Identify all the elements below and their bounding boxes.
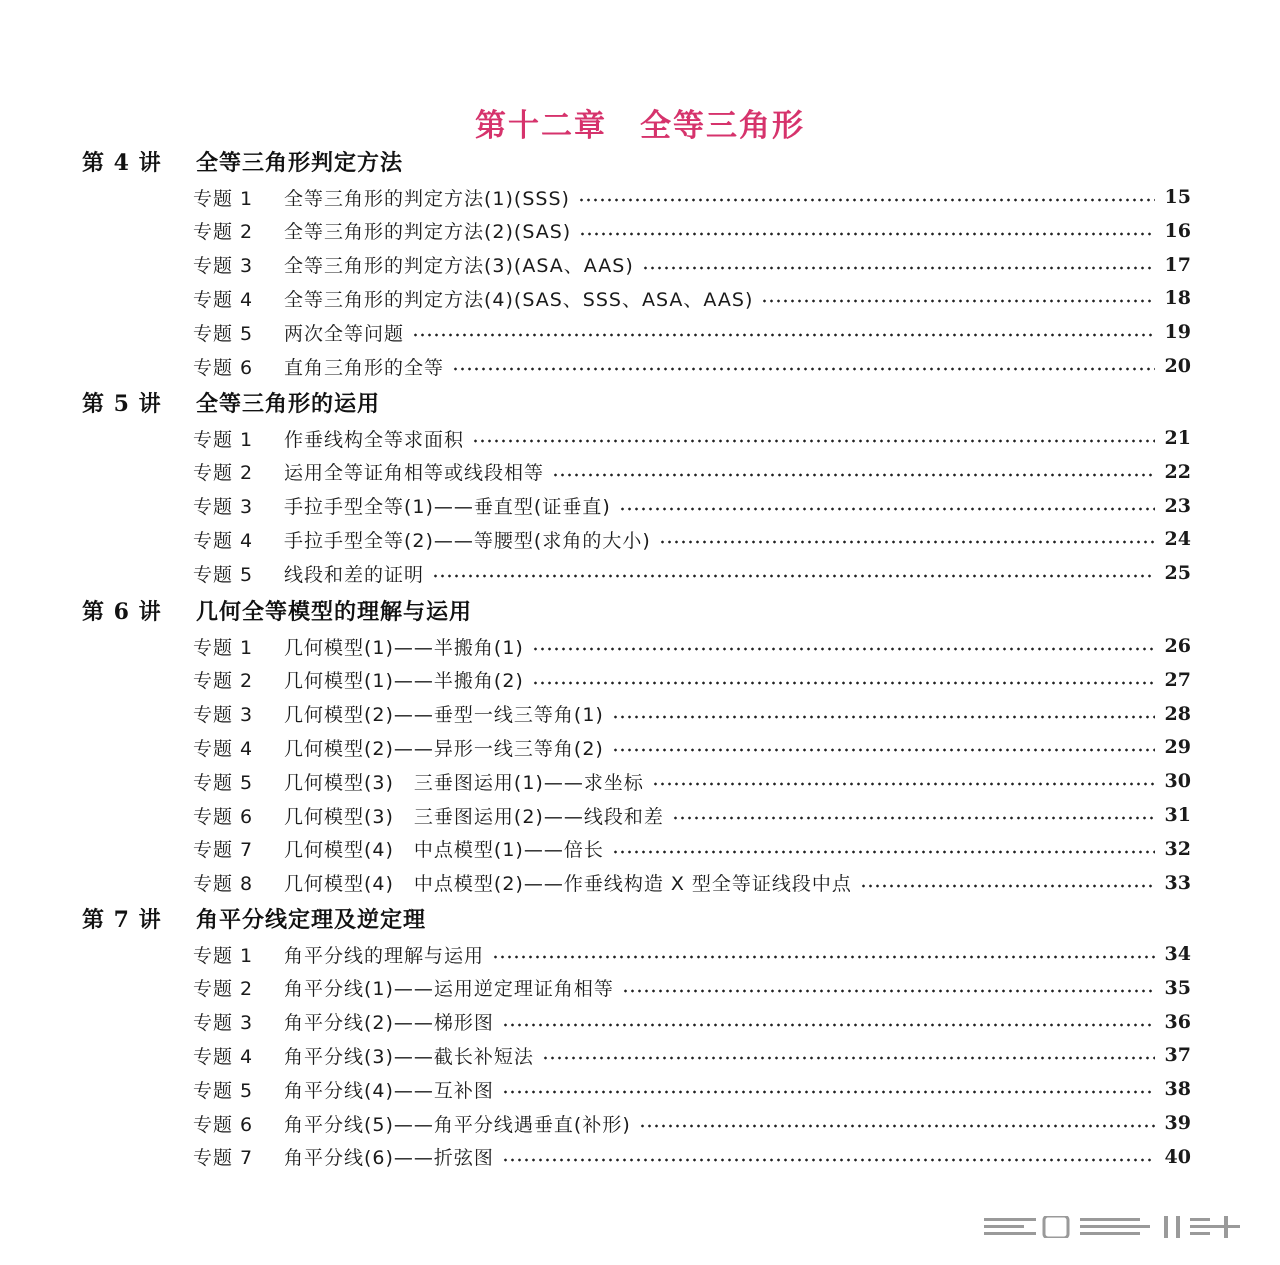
lecture-number: 第 6 讲 (82, 598, 162, 625)
toc-entry[interactable] (193, 701, 1191, 727)
topic-number: 专题 4 (193, 737, 254, 760)
topic-title: 手拉手型全等(1)——垂直型(证垂直) (284, 496, 611, 519)
page-number: 15 (1164, 186, 1191, 208)
page-number: 16 (1164, 219, 1191, 242)
dot-leader (502, 1090, 1155, 1094)
topic-number: 专题 5 (193, 771, 254, 794)
dot-leader (492, 955, 1155, 959)
toc-entry[interactable] (193, 1076, 1191, 1102)
dot-leader (622, 989, 1155, 993)
topic-number: 专题 4 (193, 1045, 254, 1068)
chapter-title: 第十二章 全等三角形 (475, 108, 805, 144)
dot-leader (552, 473, 1155, 477)
topic-title: 全等三角形的判定方法(3)(ASA、AAS) (284, 255, 634, 278)
toc-entry[interactable] (193, 941, 1191, 967)
dot-leader (432, 574, 1155, 578)
topic-title: 角平分线(5)——角平分线遇垂直(补形) (284, 1113, 631, 1136)
toc-entry[interactable] (193, 184, 1191, 210)
page-number: 21 (1164, 427, 1191, 449)
toc-entry[interactable] (193, 1042, 1191, 1068)
topic-title: 几何模型(3) 三垂图运用(2)——线段和差 (284, 805, 664, 828)
topic-title: 直角三角形的全等 (284, 356, 445, 379)
toc-entry[interactable] (193, 560, 1191, 586)
topic-title: 线段和差的证明 (284, 563, 425, 586)
lecture-number: 第 4 讲 (82, 149, 162, 176)
topic-number: 专题 4 (193, 288, 254, 311)
topic-number: 专题 3 (193, 704, 254, 727)
page-number: 30 (1164, 770, 1191, 793)
toc-entry[interactable] (193, 734, 1191, 760)
dot-leader (652, 782, 1155, 786)
lecture-title: 全等三角形判定方法 (196, 149, 404, 176)
topic-title: 角平分线(1)——运用逆定理证角相等 (284, 978, 614, 1001)
topic-number: 专题 2 (193, 978, 254, 1001)
topic-title: 几何模型(1)——半搬角(1) (284, 636, 524, 659)
toc-entry[interactable] (193, 526, 1191, 552)
toc-entry[interactable] (193, 802, 1191, 828)
topic-title: 几何模型(2)——异形一线三等角(2) (284, 737, 604, 760)
topic-title: 几何模型(4) 中点模型(1)——倍长 (284, 839, 604, 862)
page-number: 18 (1164, 287, 1191, 310)
toc-entry[interactable] (193, 975, 1191, 1001)
dot-leader (639, 1124, 1155, 1128)
topic-number: 专题 1 (193, 428, 254, 451)
page-number: 25 (1164, 562, 1191, 585)
topic-number: 专题 6 (193, 356, 254, 379)
topic-number: 专题 7 (193, 839, 254, 862)
dot-leader (542, 1056, 1155, 1060)
page-number: 23 (1164, 494, 1191, 517)
topic-number: 专题 3 (193, 496, 254, 519)
toc-entry[interactable] (193, 836, 1191, 862)
dot-leader (412, 333, 1155, 337)
dot-leader (579, 232, 1154, 236)
topic-title: 全等三角形的判定方法(4)(SAS、SSS、ASA、AAS) (284, 288, 754, 311)
dot-leader (659, 540, 1155, 544)
topic-number: 专题 6 (193, 805, 254, 828)
page-number: 38 (1164, 1078, 1191, 1101)
dot-leader (578, 198, 1155, 202)
topic-number: 专题 6 (193, 1113, 254, 1136)
page-number: 34 (1164, 943, 1191, 965)
toc-entry[interactable] (193, 285, 1191, 311)
page-number: 31 (1164, 804, 1191, 826)
page-number: 36 (1164, 1010, 1191, 1033)
dot-leader (502, 1158, 1155, 1162)
lecture-number: 第 7 讲 (82, 906, 162, 933)
dot-leader (472, 439, 1155, 443)
dot-leader (502, 1023, 1155, 1027)
page-number: 19 (1164, 321, 1191, 344)
page-number: 26 (1164, 635, 1191, 657)
page-number: 33 (1164, 871, 1191, 894)
watermark-logo-icon (984, 1216, 1254, 1238)
toc-entry[interactable] (193, 768, 1191, 794)
page-number: 27 (1164, 668, 1191, 691)
topic-title: 角平分线的理解与运用 (284, 944, 485, 967)
topic-title: 几何模型(2)——垂型一线三等角(1) (284, 704, 604, 727)
topic-title: 作垂线构全等求面积 (284, 428, 465, 451)
toc-entry[interactable] (193, 667, 1191, 693)
lecture-heading (82, 145, 403, 177)
lecture-number: 第 5 讲 (82, 390, 162, 417)
page-number: 39 (1164, 1112, 1191, 1134)
toc-entry[interactable] (193, 493, 1191, 519)
dot-leader (612, 748, 1155, 752)
toc-entry[interactable] (193, 1110, 1191, 1136)
topic-number: 专题 1 (193, 636, 254, 659)
topic-title: 手拉手型全等(2)——等腰型(求角的大小) (284, 529, 651, 552)
dot-leader (642, 266, 1155, 270)
topic-title: 运用全等证角相等或线段相等 (284, 462, 545, 485)
lecture-title: 全等三角形的运用 (196, 390, 381, 417)
toc-entry[interactable] (193, 353, 1191, 379)
topic-number: 专题 5 (193, 322, 254, 345)
lecture-heading (82, 902, 426, 934)
page-number: 35 (1164, 976, 1191, 999)
topic-number: 专题 7 (193, 1147, 254, 1170)
lecture-title: 角平分线定理及逆定理 (196, 906, 427, 933)
toc-entry[interactable] (193, 1009, 1191, 1035)
toc-entry[interactable] (193, 870, 1191, 896)
dot-leader (612, 715, 1155, 719)
topic-title: 几何模型(3) 三垂图运用(1)——求坐标 (284, 771, 644, 794)
page-number: 37 (1164, 1044, 1191, 1067)
topic-number: 专题 1 (193, 944, 254, 967)
toc-entry[interactable] (193, 319, 1191, 345)
topic-number: 专题 5 (193, 563, 254, 586)
dot-leader (672, 816, 1155, 820)
page-number: 29 (1164, 736, 1191, 759)
toc-entry[interactable] (193, 252, 1191, 278)
topic-title: 几何模型(4) 中点模型(2)——作垂线构造 X 型全等证线段中点 (284, 873, 852, 896)
toc-entry[interactable] (193, 633, 1191, 659)
topic-title: 角平分线(3)——截长补短法 (284, 1045, 534, 1068)
topic-number: 专题 4 (193, 529, 254, 552)
page-number: 22 (1164, 460, 1191, 483)
topic-title: 几何模型(1)——半搬角(2) (284, 670, 524, 693)
page-number: 32 (1164, 837, 1191, 860)
lecture-heading (82, 386, 380, 418)
topic-number: 专题 1 (193, 187, 254, 210)
dot-leader (619, 507, 1155, 511)
topic-title: 角平分线(6)——折弦图 (284, 1147, 494, 1170)
topic-number: 专题 8 (193, 873, 254, 896)
topic-number: 专题 3 (193, 1012, 254, 1035)
dot-leader (612, 850, 1155, 854)
topic-title: 两次全等问题 (284, 322, 405, 345)
dot-leader (761, 299, 1154, 303)
topic-title: 角平分线(4)——互补图 (284, 1079, 494, 1102)
page-number: 28 (1164, 702, 1191, 725)
topic-number: 专题 3 (193, 255, 254, 278)
topic-number: 专题 2 (193, 670, 254, 693)
topic-title: 全等三角形的判定方法(1)(SSS) (284, 187, 570, 210)
toc-entry[interactable] (193, 1144, 1191, 1170)
page-number: 40 (1164, 1145, 1191, 1168)
dot-leader (532, 647, 1155, 651)
dot-leader (452, 367, 1155, 371)
page-number: 20 (1164, 355, 1191, 377)
toc-entry[interactable] (193, 459, 1191, 485)
dot-leader (860, 884, 1155, 888)
toc-entry[interactable] (193, 218, 1191, 244)
page-number: 17 (1164, 253, 1191, 276)
page-number: 24 (1164, 528, 1191, 551)
lecture-title: 几何全等模型的理解与运用 (196, 598, 473, 625)
topic-number: 专题 2 (193, 462, 254, 485)
lecture-heading (82, 594, 472, 626)
topic-number: 专题 2 (193, 221, 254, 244)
topic-title: 角平分线(2)——梯形图 (284, 1012, 494, 1035)
topic-title: 全等三角形的判定方法(2)(SAS) (284, 221, 572, 244)
toc-entry[interactable] (193, 425, 1191, 451)
dot-leader (532, 681, 1155, 685)
topic-number: 专题 5 (193, 1079, 254, 1102)
